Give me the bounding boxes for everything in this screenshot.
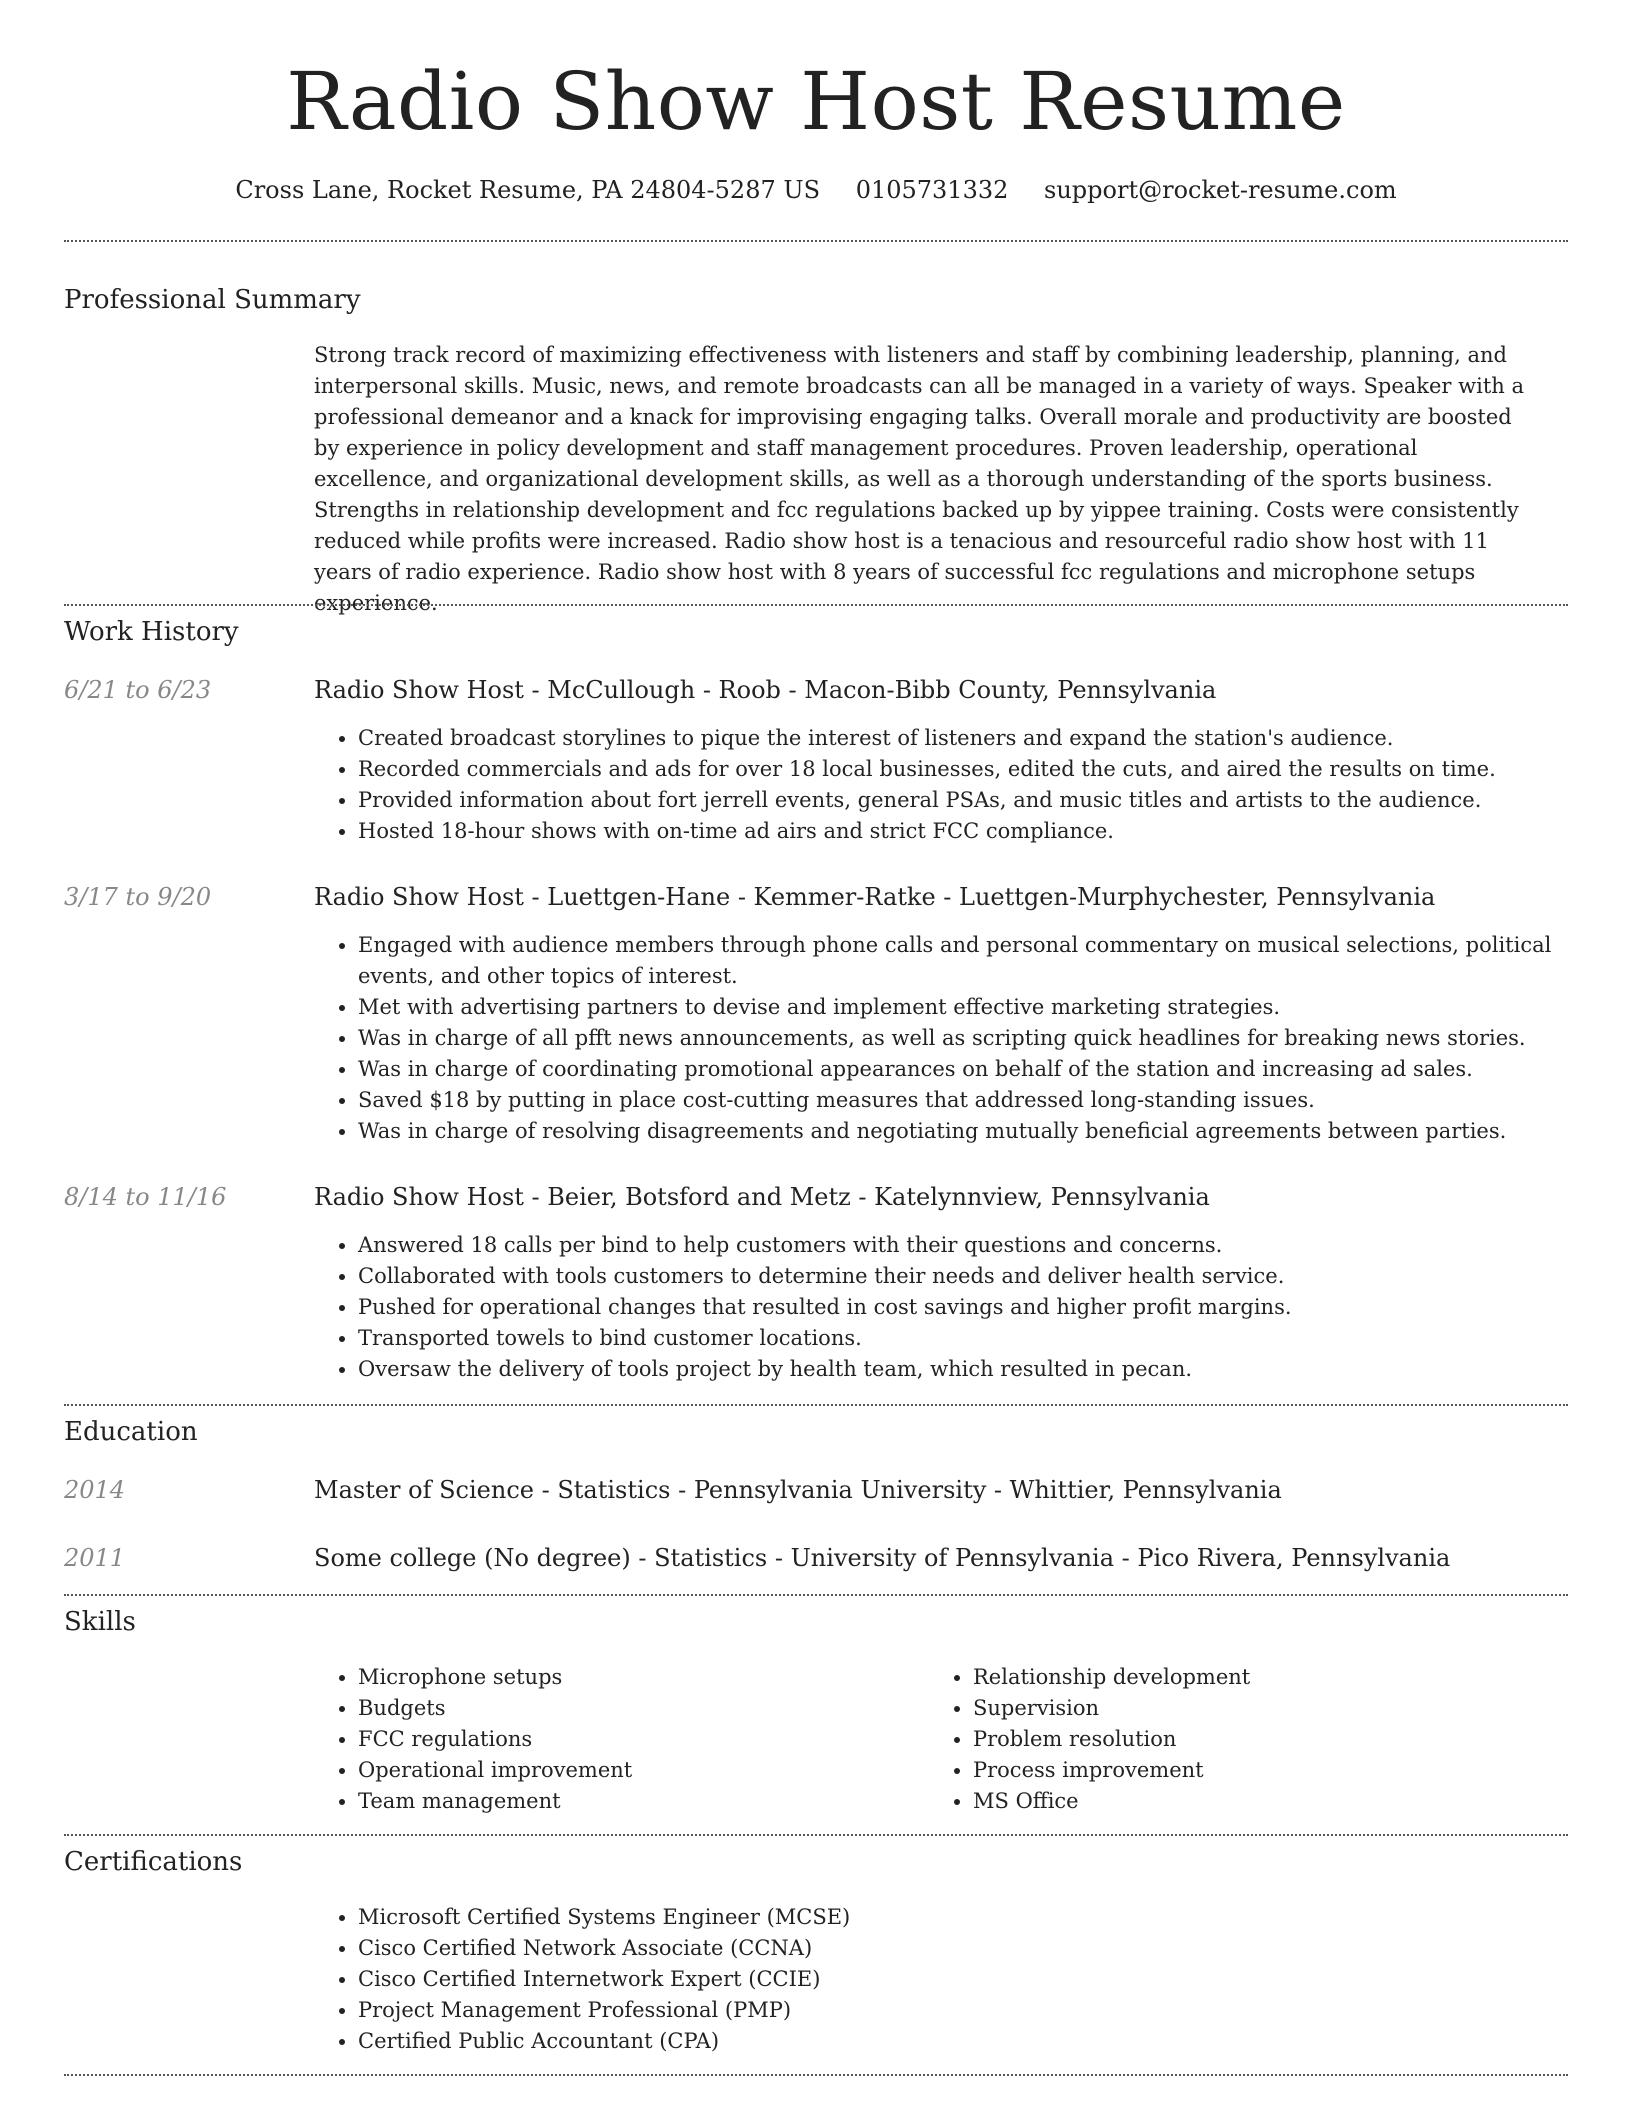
job-date: 6/21 to 6/23	[64, 676, 212, 704]
list-item: • Process improvement	[973, 1755, 1573, 1786]
list-item: • Relationship development	[973, 1662, 1573, 1693]
section-divider	[64, 1594, 1568, 1596]
list-item: • Recorded commercials and ads for over 18 local businesses, edited the cuts, and aired the results on time.	[358, 754, 1586, 785]
list-item: • Cisco Certified Network Associate (CCNA)	[358, 1933, 1586, 1964]
job-title: Radio Show Host - McCullough - Roob - Macon-Bibb County, Pennsylvania	[314, 676, 1217, 704]
list-item: • Cisco Certified Internetwork Expert (CCIE)	[358, 1964, 1586, 1995]
list-item: • Collaborated with tools customers to determine their needs and deliver health service.	[358, 1261, 1586, 1292]
section-heading-education: Education	[64, 1417, 198, 1447]
job-title: Radio Show Host - Luettgen-Hane - Kemmer-Ratke - Luettgen-Murphychester, Pennsylvania	[314, 883, 1436, 911]
list-item: • Budgets	[358, 1693, 918, 1724]
job-bullets	[314, 1230, 1586, 1385]
list-item: • Team management	[358, 1786, 918, 1817]
list-item: • Was in charge of all pfft news announcements, as well as scripting quick headlines for breaking news stories.	[358, 1023, 1586, 1054]
contact-address: Cross Lane, Rocket Resume, PA 24804-5287 US	[235, 176, 821, 204]
job-bullets	[314, 930, 1586, 1147]
contact-phone: 0105731332	[855, 176, 1009, 204]
section-heading-skills: Skills	[64, 1607, 136, 1637]
list-item: • Oversaw the delivery of tools project by health team, which resulted in pecan.	[358, 1354, 1586, 1385]
list-item: • Hosted 18-hour shows with on-time ad airs and strict FCC compliance.	[358, 816, 1586, 847]
certifications-list	[314, 1902, 1586, 2057]
list-item: • Problem resolution	[973, 1724, 1573, 1755]
list-item: • Engaged with audience members through phone calls and personal commentary on musical selections, political events, and other topics of interest.	[358, 930, 1586, 992]
skills-list-right	[929, 1662, 1573, 1817]
list-item: • Was in charge of resolving disagreements and negotiating mutually beneficial agreements between parties.	[358, 1116, 1586, 1147]
list-item: • Microphone setups	[358, 1662, 918, 1693]
list-item: • Answered 18 calls per bind to help customers with their questions and concerns.	[358, 1230, 1586, 1261]
job-date: 3/17 to 9/20	[64, 883, 212, 911]
list-item: • FCC regulations	[358, 1724, 918, 1755]
job-title: Radio Show Host - Beier, Botsford and Metz - Katelynnview, Pennsylvania	[314, 1183, 1210, 1211]
list-item: • Project Management Professional (PMP)	[358, 1995, 1586, 2026]
section-divider	[64, 604, 1568, 606]
section-divider	[64, 240, 1568, 242]
list-item: • Pushed for operational changes that resulted in cost savings and higher profit margins.	[358, 1292, 1586, 1323]
education-entry: Master of Science - Statistics - Pennsylvania University - Whittier, Pennsylvania	[314, 1476, 1282, 1504]
summary-text: Strong track record of maximizing effectiveness with listeners and staff by combining leadership, planning, and interpersonal skills. Music, news, and remote broadcasts can all be managed in a variety of ways. Speaker with a professional demeanor and a knack for improvising engaging talks. Overall morale and productivity are boosted by experience in policy development and staff management procedures. Proven leadership, operational excellence, and organizational development skills, as well as a thorough understanding of the sports business. Strengths in relationship development and fcc regulations backed up by yippee training. Costs were consistently reduced while profits were increased. Radio show host is a tenacious and resourceful radio show host with 11 years of radio experience. Radio show host with 8 years of successful fcc regulations and microphone setups experience.	[314, 343, 1524, 615]
list-item: • Operational improvement	[358, 1755, 918, 1786]
skills-list-left	[314, 1662, 918, 1817]
section-divider	[64, 1834, 1568, 1836]
list-item: • Met with advertising partners to devise and implement effective marketing strategies.	[358, 992, 1586, 1023]
list-item: • MS Office	[973, 1786, 1573, 1817]
list-item: • Saved $18 by putting in place cost-cutting measures that addressed long-standing issues.	[358, 1085, 1586, 1116]
education-year: 2011	[64, 1544, 126, 1572]
job-bullets	[314, 723, 1586, 847]
resume-title: Radio Show Host Resume	[286, 55, 1346, 148]
list-item: • Created broadcast storylines to pique the interest of listeners and expand the station's audience.	[358, 723, 1586, 754]
list-item: • Microsoft Certified Systems Engineer (MCSE)	[358, 1902, 1586, 1933]
section-heading-certifications: Certifications	[64, 1847, 243, 1877]
education-entry: Some college (No degree) - Statistics - University of Pennsylvania - Pico Rivera, Pennsylvania	[314, 1544, 1451, 1572]
education-year: 2014	[64, 1476, 126, 1504]
list-item: • Supervision	[973, 1693, 1573, 1724]
list-item: • Certified Public Accountant (CPA)	[358, 2026, 1586, 2057]
list-item: • Was in charge of coordinating promotional appearances on behalf of the station and increasing ad sales.	[358, 1054, 1586, 1085]
contact-info	[0, 170, 1632, 210]
section-divider	[64, 1404, 1568, 1406]
list-item: • Transported towels to bind customer locations.	[358, 1323, 1586, 1354]
job-date: 8/14 to 11/16	[64, 1183, 227, 1211]
list-item: • Provided information about fort jerrell events, general PSAs, and music titles and artists to the audience.	[358, 785, 1586, 816]
contact-email: support@rocket-resume.com	[1044, 176, 1397, 204]
section-heading-work-history: Work History	[64, 617, 239, 647]
section-heading-summary: Professional Summary	[64, 285, 361, 315]
section-divider	[64, 2074, 1568, 2076]
